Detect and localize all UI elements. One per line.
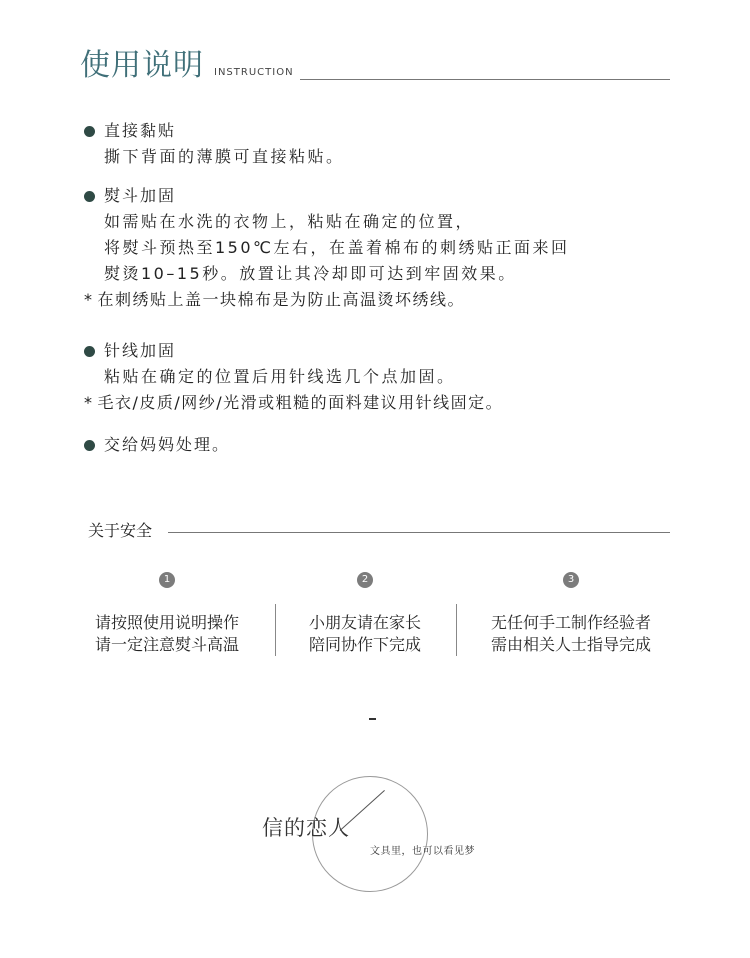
safety-item-3 [476,572,666,656]
safety-text: 陪同协作下完成 [308,635,421,654]
safety-divider [168,532,670,533]
section-heading: 交给妈妈处理。 [104,435,231,454]
section-note: * 毛衣/皮质/网纱/光滑或粗糙的面料建议用针线固定。 [84,393,504,412]
section-heading: 熨斗加固 [104,186,177,205]
section-direct-paste [84,118,345,170]
safety-item-1 [72,572,262,656]
safety-text: 需由相关人士指导完成 [490,635,651,654]
note-asterisk: * [84,290,94,309]
safety-text: 无任何手工制作经验者 [490,613,651,632]
safety-item-2 [270,572,460,656]
step-number-badge: 2 [357,572,373,588]
step-number-badge: 3 [563,572,579,588]
section-needle-fix [84,338,503,416]
section-heading: 直接黏贴 [104,121,177,140]
safety-text: 请按照使用说明操作 [94,613,239,632]
section-iron-fix [84,183,570,313]
bullet-icon [84,346,95,357]
separator-dash [369,718,376,720]
safety-title: 关于安全 [88,521,153,540]
section-text: 粘贴在确定的位置后用针线选几个点加固。 [104,367,456,386]
section-text: 如需贴在水洗的衣物上，粘贴在确定的位置， [104,212,475,231]
step-number-badge: 1 [159,572,175,588]
section-mom [84,432,230,458]
safety-text: 请一定注意熨斗高温 [94,635,239,654]
bullet-icon [84,440,95,451]
note-asterisk: * [84,393,94,412]
page-header [80,48,670,84]
section-text: 将熨斗预热至150℃左右，在盖着棉布的刺绣贴正面来回 [104,238,570,257]
section-heading: 针线加固 [104,341,177,360]
brand-tagline: 文具里，也可以看见梦 [370,846,475,857]
column-divider [456,604,457,656]
section-text: 熨烫10–15秒。放置让其冷却即可达到牢固效果。 [104,264,517,283]
brand-name: 信的恋人 [262,816,350,840]
bullet-icon [84,191,95,202]
header-divider [300,79,670,80]
section-note: * 在刺绣贴上盖一块棉布是为防止高温烫坏绣线。 [84,290,466,309]
section-text: 撕下背面的薄膜可直接粘贴。 [104,147,345,166]
bullet-icon [84,126,95,137]
page-subtitle: INSTRUCTION [214,67,294,78]
page-title: 使用说明 [80,48,204,83]
safety-text: 小朋友请在家长 [308,613,421,632]
